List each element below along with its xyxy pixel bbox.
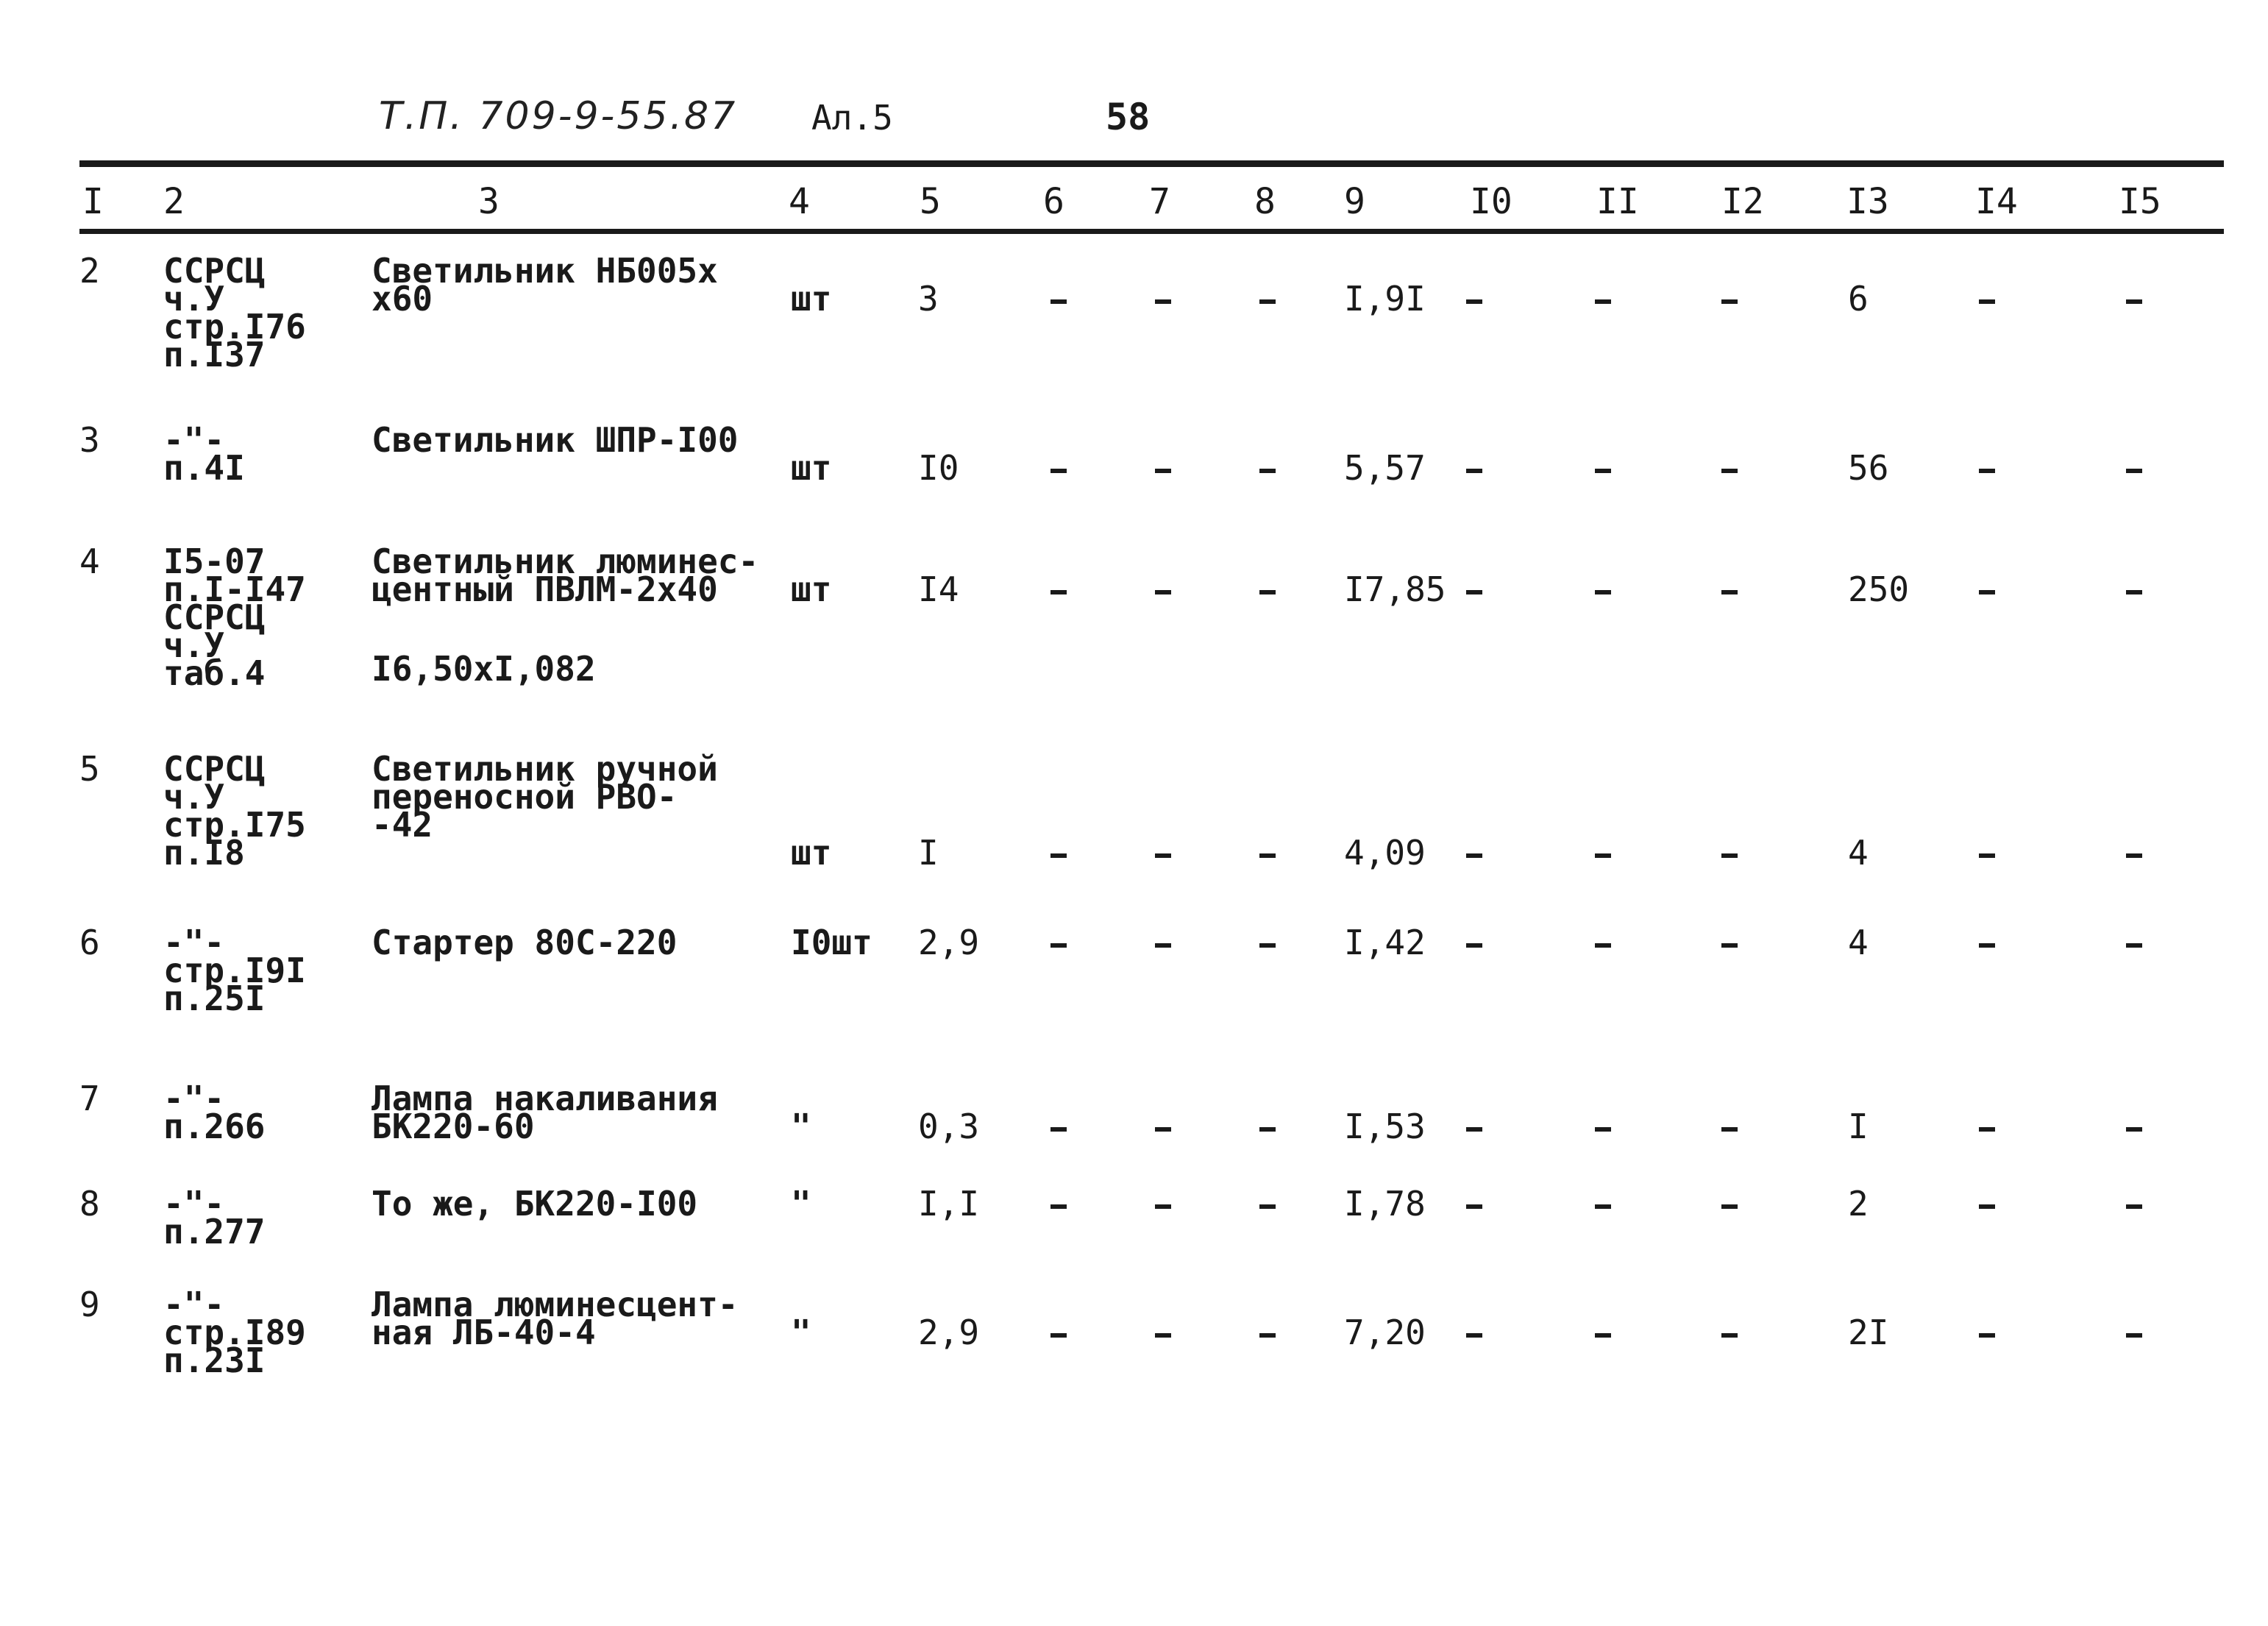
empty-cell-c8	[1259, 451, 1276, 485]
dash-mark	[1155, 469, 1171, 473]
dash-mark	[1595, 1204, 1611, 1209]
empty-cell-c15	[2126, 1316, 2142, 1349]
column-number-2: 2	[163, 181, 185, 222]
page-number: 58	[1106, 96, 1151, 138]
dash-mark	[1466, 1204, 1482, 1209]
empty-cell-c15	[2126, 282, 2142, 316]
empty-cell-c11	[1595, 572, 1611, 606]
dash-mark	[1259, 1127, 1276, 1132]
unit: шт	[791, 279, 832, 319]
empty-cell-c15	[2126, 836, 2142, 870]
dash-mark	[2126, 943, 2142, 948]
source-line: стр.I9I	[163, 951, 306, 990]
dash-mark	[1155, 1127, 1171, 1132]
item-name-line: центный ПВЛМ-2х40	[372, 569, 718, 609]
empty-cell-c10	[1466, 1110, 1482, 1143]
empty-cell-c12	[1721, 836, 1738, 870]
dash-mark	[1721, 299, 1738, 304]
empty-cell-c10	[1466, 1316, 1482, 1349]
dash-mark	[1051, 1127, 1067, 1132]
dash-mark	[1259, 590, 1276, 594]
empty-cell-c7	[1155, 1316, 1171, 1349]
row-number: 5	[79, 749, 100, 789]
source-line: I5-07	[163, 542, 266, 581]
empty-cell-c15	[2126, 926, 2142, 959]
dash-mark	[1051, 853, 1067, 858]
source-line: ч.У	[163, 625, 225, 665]
dash-mark	[1979, 299, 1995, 304]
dash-mark	[1595, 943, 1611, 948]
source-line: -"-	[163, 420, 225, 460]
empty-cell-c14	[1979, 282, 1995, 316]
dash-mark	[2126, 299, 2142, 304]
item-name-line: -42	[372, 805, 433, 845]
empty-cell-c11	[1595, 451, 1611, 485]
dash-mark	[1051, 1204, 1067, 1209]
dash-mark	[2126, 469, 2142, 473]
empty-cell-c10	[1466, 451, 1482, 485]
column-number-1: I	[82, 181, 104, 222]
dash-mark	[2126, 853, 2142, 858]
source-line: стр.I89	[163, 1313, 306, 1352]
empty-cell-c10	[1466, 572, 1482, 606]
empty-cell-c6	[1051, 282, 1067, 316]
dash-mark	[1051, 590, 1067, 594]
column-number-5: 5	[920, 181, 941, 222]
empty-cell-c14	[1979, 572, 1995, 606]
empty-cell-c12	[1721, 282, 1738, 316]
table-row	[0, 749, 2268, 873]
dash-mark	[1721, 1333, 1738, 1338]
item-name-line: Светильник НБ005х	[372, 251, 718, 291]
empty-cell-c8	[1259, 1110, 1276, 1143]
dash-mark	[1979, 590, 1995, 594]
unit-cost: I,9I	[1344, 279, 1426, 319]
unit: "	[791, 1107, 811, 1146]
dash-mark	[1979, 1204, 1995, 1209]
empty-cell-c11	[1595, 1110, 1611, 1143]
table-row	[0, 420, 2268, 488]
source-line: п.I8	[163, 833, 245, 873]
dash-mark	[1595, 299, 1611, 304]
quantity: 2,9	[918, 923, 980, 962]
empty-cell-c7	[1155, 1187, 1171, 1221]
dash-mark	[1721, 590, 1738, 594]
source-line: -"-	[163, 1079, 225, 1118]
unit: "	[791, 1313, 811, 1352]
unit: "	[791, 1184, 811, 1224]
quantity: I4	[918, 569, 959, 609]
empty-cell-c6	[1051, 926, 1067, 959]
empty-cell-c8	[1259, 1316, 1276, 1349]
dash-mark	[1721, 853, 1738, 858]
dash-mark	[1979, 853, 1995, 858]
empty-cell-c12	[1721, 1187, 1738, 1221]
dash-mark	[1259, 853, 1276, 858]
item-name-line: Лампа накаливания	[372, 1079, 718, 1118]
column-number-3: 3	[478, 181, 500, 222]
dash-mark	[1979, 1333, 1995, 1338]
empty-cell-c12	[1721, 1316, 1738, 1349]
unit: шт	[791, 569, 832, 609]
column-number-6: 6	[1043, 181, 1064, 222]
empty-cell-c6	[1051, 836, 1067, 870]
item-name-line: Лампа люминесцент-	[372, 1285, 739, 1324]
dash-mark	[1466, 299, 1482, 304]
empty-cell-c7	[1155, 451, 1171, 485]
dash-mark	[1979, 1127, 1995, 1132]
total: 2	[1848, 1184, 1869, 1224]
dash-mark	[1051, 943, 1067, 948]
empty-cell-c14	[1979, 1187, 1995, 1221]
dash-mark	[1155, 1204, 1171, 1209]
quantity: I0	[918, 448, 959, 488]
dash-mark	[1979, 943, 1995, 948]
unit: шт	[791, 448, 832, 488]
source-line: -"-	[163, 1184, 225, 1224]
quantity: I,I	[918, 1184, 980, 1224]
empty-cell-c6	[1051, 1316, 1067, 1349]
unit-cost: I,42	[1344, 923, 1426, 962]
dash-mark	[1259, 299, 1276, 304]
dash-mark	[1259, 1204, 1276, 1209]
sheet-label: Ал.5	[811, 98, 893, 138]
source-line: п.I-I47	[163, 569, 306, 609]
total: 6	[1848, 279, 1869, 319]
total: 4	[1848, 833, 1869, 873]
empty-cell-c15	[2126, 1187, 2142, 1221]
quantity: 2,9	[918, 1313, 980, 1352]
unit: I0шт	[791, 923, 872, 962]
empty-cell-c15	[2126, 572, 2142, 606]
table-top-rule	[79, 160, 2224, 167]
item-name-line: Светильник ручной	[372, 749, 718, 789]
item-name-line: То же, БК220-I00	[372, 1184, 698, 1224]
header-bottom-rule	[79, 229, 2224, 234]
dash-mark	[1259, 469, 1276, 473]
dash-mark	[1155, 853, 1171, 858]
quantity: I	[918, 833, 939, 873]
dash-mark	[1466, 853, 1482, 858]
empty-cell-c6	[1051, 451, 1067, 485]
source-line: п.266	[163, 1107, 266, 1146]
total: 4	[1848, 923, 1869, 962]
empty-cell-c8	[1259, 836, 1276, 870]
empty-cell-c11	[1595, 282, 1611, 316]
column-number-7: 7	[1149, 181, 1170, 222]
empty-cell-c12	[1721, 926, 1738, 959]
source-line: -"-	[163, 1285, 225, 1324]
source-line: п.I37	[163, 335, 266, 374]
empty-cell-c11	[1595, 1187, 1611, 1221]
column-number-12: I2	[1721, 181, 1764, 222]
source-line: -"-	[163, 923, 225, 962]
dash-mark	[1155, 943, 1171, 948]
row-number: 8	[79, 1184, 100, 1224]
dash-mark	[1259, 943, 1276, 948]
source-line: п.277	[163, 1212, 266, 1252]
column-number-8: 8	[1254, 181, 1276, 222]
empty-cell-c10	[1466, 282, 1482, 316]
dash-mark	[1155, 299, 1171, 304]
dash-mark	[2126, 1127, 2142, 1132]
source-line: ч.У	[163, 777, 225, 817]
dash-mark	[1051, 1333, 1067, 1338]
total: 56	[1848, 448, 1889, 488]
empty-cell-c6	[1051, 572, 1067, 606]
empty-cell-c15	[2126, 451, 2142, 485]
item-name-line: БК220-60	[372, 1107, 535, 1146]
empty-cell-c10	[1466, 836, 1482, 870]
dash-mark	[1595, 1127, 1611, 1132]
empty-cell-c7	[1155, 836, 1171, 870]
row-number: 3	[79, 420, 100, 460]
source-line: ССРСЦ	[163, 251, 266, 291]
column-number-10: I0	[1470, 181, 1512, 222]
unit-cost: 5,57	[1344, 448, 1426, 488]
dash-mark	[2126, 590, 2142, 594]
empty-cell-c10	[1466, 1187, 1482, 1221]
source-line: ССРСЦ	[163, 597, 266, 637]
dash-mark	[2126, 1204, 2142, 1209]
empty-cell-c8	[1259, 1187, 1276, 1221]
item-name-line: Стартер 80С-220	[372, 923, 678, 962]
source-line: таб.4	[163, 653, 266, 693]
dash-mark	[1051, 299, 1067, 304]
dash-mark	[1466, 1127, 1482, 1132]
column-number-9: 9	[1344, 181, 1365, 222]
row-number: 9	[79, 1285, 100, 1324]
total: 250	[1848, 569, 1910, 609]
unit-cost: I,78	[1344, 1184, 1426, 1224]
dash-mark	[1155, 1333, 1171, 1338]
empty-cell-c6	[1051, 1187, 1067, 1221]
dash-mark	[1466, 590, 1482, 594]
dash-mark	[1595, 1333, 1611, 1338]
empty-cell-c14	[1979, 836, 1995, 870]
dash-mark	[1155, 590, 1171, 594]
column-number-11: II	[1596, 181, 1639, 222]
empty-cell-c14	[1979, 451, 1995, 485]
empty-cell-c10	[1466, 926, 1482, 959]
item-name-line: переносной РВО-	[372, 777, 678, 817]
row-number: 4	[79, 542, 100, 581]
empty-cell-c12	[1721, 1110, 1738, 1143]
table-row	[0, 542, 2268, 693]
total: 2I	[1848, 1313, 1889, 1352]
column-number-13: I3	[1846, 181, 1889, 222]
quantity: 3	[918, 279, 939, 319]
dash-mark	[1721, 1127, 1738, 1132]
empty-cell-c7	[1155, 1110, 1171, 1143]
source-line: п.23I	[163, 1341, 266, 1380]
dash-mark	[1979, 469, 1995, 473]
unit-cost: 7,20	[1344, 1313, 1426, 1352]
empty-cell-c14	[1979, 1110, 1995, 1143]
empty-cell-c11	[1595, 926, 1611, 959]
source-line: стр.I75	[163, 805, 306, 845]
column-number-15: I5	[2119, 181, 2161, 222]
dash-mark	[1721, 1204, 1738, 1209]
column-number-14: I4	[1975, 181, 2018, 222]
unit-cost: I,53	[1344, 1107, 1426, 1146]
empty-cell-c14	[1979, 926, 1995, 959]
item-name-line: Светильник люминес-	[372, 542, 759, 581]
source-line: ССРСЦ	[163, 749, 266, 789]
empty-cell-c12	[1721, 451, 1738, 485]
row-number: 2	[79, 251, 100, 291]
document-code: Т.П. 709-9-55.87	[379, 94, 738, 138]
empty-cell-c11	[1595, 836, 1611, 870]
dash-mark	[1595, 853, 1611, 858]
source-line: стр.I76	[163, 307, 306, 347]
empty-cell-c7	[1155, 282, 1171, 316]
empty-cell-c14	[1979, 1316, 1995, 1349]
dash-mark	[1466, 1333, 1482, 1338]
total: I	[1848, 1107, 1869, 1146]
dash-mark	[1721, 943, 1738, 948]
unit-cost: 4,09	[1344, 833, 1426, 873]
table-row	[0, 251, 2268, 374]
empty-cell-c11	[1595, 1316, 1611, 1349]
empty-cell-c6	[1051, 1110, 1067, 1143]
item-name-line: х60	[372, 279, 433, 319]
empty-cell-c12	[1721, 572, 1738, 606]
empty-cell-c7	[1155, 572, 1171, 606]
column-number-4: 4	[789, 181, 810, 222]
dash-mark	[1595, 469, 1611, 473]
dash-mark	[1051, 469, 1067, 473]
source-line: п.4I	[163, 448, 245, 488]
item-name-line: ная ЛБ-40-4	[372, 1313, 596, 1352]
unit-cost: I7,85	[1344, 569, 1446, 609]
row-number: 6	[79, 923, 100, 962]
dash-mark	[1466, 469, 1482, 473]
empty-cell-c7	[1155, 926, 1171, 959]
row-number: 7	[79, 1079, 100, 1118]
empty-cell-c8	[1259, 572, 1276, 606]
empty-cell-c8	[1259, 282, 1276, 316]
empty-cell-c8	[1259, 926, 1276, 959]
dash-mark	[1595, 590, 1611, 594]
dash-mark	[1466, 943, 1482, 948]
dash-mark	[2126, 1333, 2142, 1338]
dash-mark	[1259, 1333, 1276, 1338]
item-name-line: I6,50хI,082	[372, 649, 596, 689]
unit: шт	[791, 833, 832, 873]
item-name-line: Светильник ШПР-I00	[372, 420, 739, 460]
dash-mark	[1721, 469, 1738, 473]
quantity: 0,3	[918, 1107, 980, 1146]
source-line: ч.У	[163, 279, 225, 319]
source-line: п.25I	[163, 979, 266, 1018]
empty-cell-c15	[2126, 1110, 2142, 1143]
